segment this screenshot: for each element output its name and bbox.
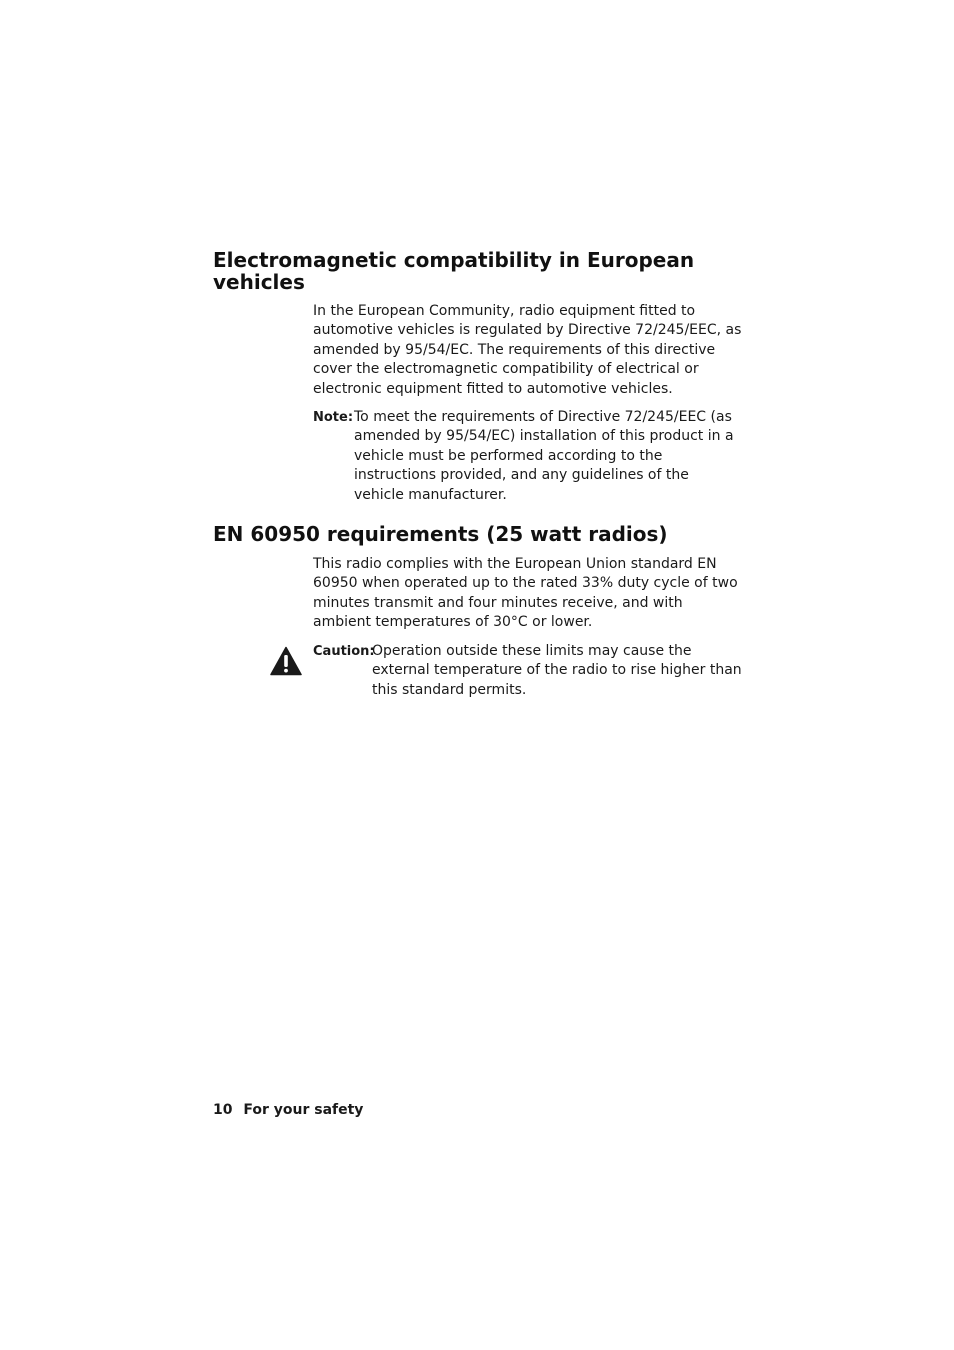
- page-footer: [213, 1102, 363, 1118]
- footer-section-title: For your safety: [243, 1102, 364, 1118]
- note-label: Note:: [313, 410, 354, 425]
- caution-note: [313, 642, 743, 700]
- section-heading-en60950: EN 60950 requirements (25 watt radios): [213, 522, 668, 546]
- section-heading-emc: Electromagnetic compatibility in European vehicles: [213, 248, 695, 294]
- page-number: 10: [213, 1102, 233, 1118]
- emc-note: [313, 408, 743, 505]
- caution-text: Operation outside these limits may cause the external temperature of the radio to rise higher than this standard permits.: [372, 643, 742, 698]
- en60950-paragraph: This radio complies with the European Union standard EN 60950 when operated up to the rated 33% duty cycle of two minutes transmit and four minutes receive, and with ambient temperatures of 30°C or lower.: [313, 556, 738, 631]
- warning-triangle-icon: [270, 646, 302, 676]
- note-text: To meet the requirements of Directive 72/245/EEC (as amended by 95/54/EC) installation of this product in a vehicle must be performed according to the instructions provided, and any guidelines of the vehicle manufacturer.: [354, 409, 734, 503]
- emc-paragraph: In the European Community, radio equipment fitted to automotive vehicles is regulated by Directive 72/245/EEC, as amended by 95/54/EC. The requirements of this directive cover the electromagnetic compatibility of electrical or electronic equipment fitted to automotive vehicles.: [313, 303, 742, 397]
- caution-label: Caution:: [313, 644, 375, 659]
